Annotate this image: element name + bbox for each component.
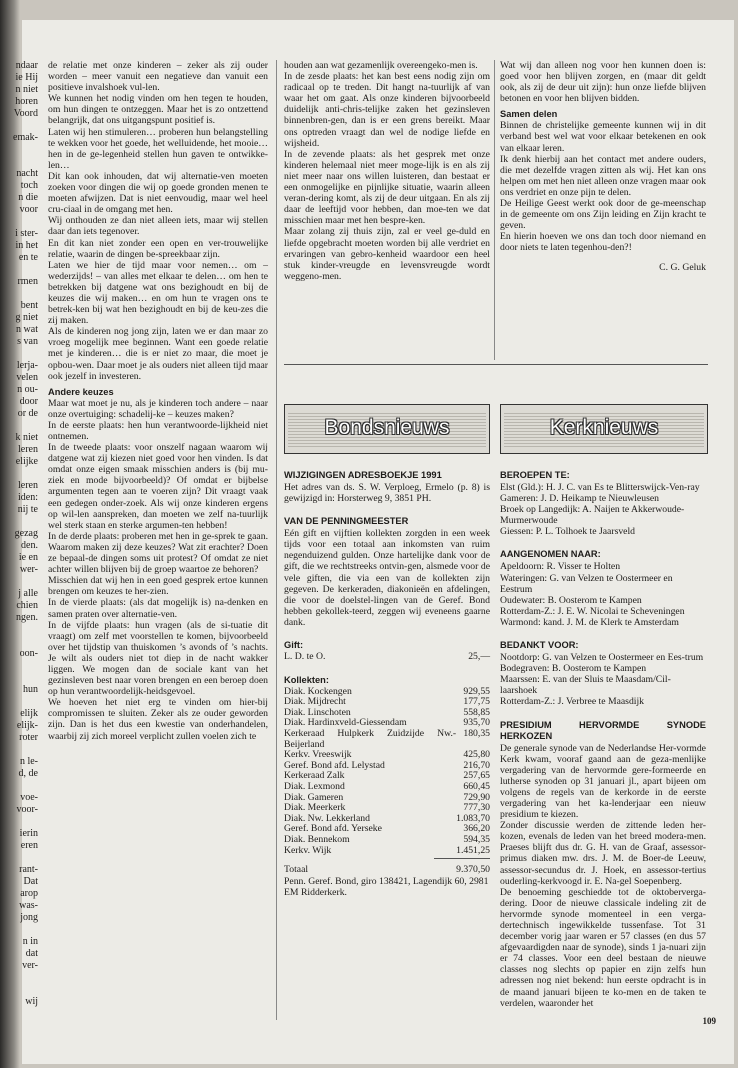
presidium-paragraph: De generale synode van de Nederlandse Her-vormde Kerk kwam, vooraf gaand aan de geza-menlijke vergadering van de hervormde gere-formeerde en lutherse synoden op 31 januari jl., apart bijeen om volgens de regels van de kerkorde in de eerste vergadering van het ka-lenderjaar een nieuw presidium te kiezen. (500, 742, 706, 821)
column-divider-1 (276, 60, 277, 1020)
paragraph: In de vijfde plaats: hun vragen (als de si-tuatie dit vraagt) om zelf met voorstellen te komen, bijvoorbeeld over het tijdstip van thuiskomen ’s avonds of ’s nachts. Je wilt als ouders niet tot diep in de nacht wakker liggen. We mogen dan de sociale kant van het gezinsleven best naar voren brengen en een beroep doen op hun verantwoordelijk-heidsgevoel. (48, 619, 268, 698)
previous-page-fragment: n ou- (17, 384, 38, 395)
total-row (284, 865, 490, 876)
previous-page-fragment: elijk (20, 708, 38, 719)
paragraph: En dit kan niet zonder een open en ver-trouwelijke relatie, waarin de dingen be-spreekbaar zijn. (48, 237, 268, 260)
amount: 929,55 (463, 685, 490, 697)
paragraph: Wij onthouden ze dan niet alleen iets, maar wij stellen daar dan iets tegenover. (48, 215, 268, 238)
previous-page-fragment: ie en (18, 552, 38, 563)
previous-page-fragment: en te (18, 252, 38, 263)
kerknieuws-section (500, 464, 706, 1009)
previous-page-fragment: n wat (16, 324, 38, 335)
previous-page-fragment: toch (20, 180, 38, 191)
previous-page-fragment: den. (21, 540, 38, 551)
donor-name: Kerkv. Vreeswijk (284, 749, 352, 761)
kollekten-title: Kollekten: (284, 674, 329, 685)
paragraph: In de zevende plaats: als het gesprek met onze kinderen helemaal niet meer moge-lijk is en als zij niet meer naar ons willen luisteren, dan bestaat er een onmogelijke en pijnlijke situatie, waarin alleen veran-dering komt, als zij de deur uitgaan. En als zij daar de leeftijd voor hebben, dan moe-ten we dat misschien maar met hen bespre-ken. (284, 148, 490, 227)
section-heading: Andere keuzes (48, 386, 114, 397)
previous-page-fragment: hun (23, 684, 38, 695)
article-column-3 (500, 60, 706, 273)
previous-page-fragment: ierin (19, 828, 38, 839)
adres-title: WIJZIGINGEN ADRESBOEKJE 1991 (284, 470, 442, 480)
previous-page-fragment: voor (19, 204, 38, 215)
amount: 1.451,25 (456, 844, 490, 856)
previous-page-fragment: voe- (20, 792, 38, 803)
total-label: Totaal (284, 864, 309, 876)
previous-page-fragment: oon- (19, 648, 38, 659)
previous-page-fragment: wer- (19, 564, 38, 575)
paragraph: Misschien dat wij hen in een goed gesprek ertoe kunnen brengen om keuzes te her-zien. (48, 575, 268, 598)
kerknieuws-entry: Giessen: P. L. Tolhoek te Jaarsveld (500, 526, 636, 538)
kerknieuws-entry: Apeldoorn: R. Visser te Holten (500, 561, 621, 573)
previous-page-fragment: ver- (22, 960, 38, 971)
paragraph: Binnen de christelijke gemeente kunnen wij in dit verband best wel wat voor elkaar betekenen en ook van elkaar leren. (500, 120, 706, 154)
previous-page-fragment: gezag (14, 528, 38, 539)
amount: 935,70 (463, 717, 490, 729)
adres-text: Het adres van ds. S. W. Verploeg, Ermelo (p. 8) is gewijzigd in: Horsterweg 9, 3851 PH. (284, 482, 490, 505)
paragraph: de relatie met onze kinderen – zeker als zij ouder worden – meer vanuit een negatieve dan vanuit een positieve invalshoek vul-len. (48, 60, 268, 94)
paragraph: In de derde plaats: proberen met hen in ge-sprek te gaan. Waarom maken zij deze keuzes? Wat zit erachter? Doen ze bepaal-de dingen soms uit protest? Of omdat ze niet achter willen blijven bij de groep waartoe ze behoren? (48, 530, 268, 576)
gift-title: Gift: (284, 640, 304, 651)
paragraph: De Heilige Geest werkt ook door de ge-meenschap in de gemeente om ons Zijn leiding en Zijn kracht te geven. (500, 198, 706, 232)
previous-page-fragment: wij (25, 996, 38, 1007)
table-row (284, 652, 490, 663)
previous-page-fragment: ie Hij (15, 72, 38, 83)
donor-name: Kerkv. Wijk (284, 844, 332, 856)
previous-page-fragment: was- (19, 900, 38, 911)
bondsnieuws-section (284, 464, 490, 898)
previous-page-fragment: nij te (17, 504, 38, 515)
table-row (284, 729, 490, 750)
previous-page-fragment: n die (18, 192, 38, 203)
kerknieuws-subheading: BEDANKT VOOR: (500, 640, 579, 651)
page-number: 109 (702, 1016, 716, 1026)
previous-page-fragment: g niet (15, 312, 38, 323)
amount: 1.083,70 (456, 812, 490, 824)
previous-page-fragment: horen (15, 96, 38, 107)
paragraph: We hoeven het niet erg te vinden om hier-bij compromissen te sluiten. Zeker als ze ouder geworden zijn. Dan is het dus een kwestie van onderhandelen, waarbij zij zich moreel verplicht zullen voelen zich te (48, 697, 268, 742)
donor-name: Geref. Bond afd. Lelystad (284, 759, 385, 771)
kerknieuws-entry: Warmond: kand. J. M. de Klerk te Amsterdam (500, 616, 679, 628)
previous-page-fragment: elijke (15, 456, 38, 467)
previous-page-fragment: n niet (15, 84, 38, 95)
previous-page-fragment: arop (20, 888, 38, 899)
previous-page-fragment: ngen. (16, 612, 38, 623)
donor-name: Diak. Hardinxveld-Giessendam (284, 717, 407, 729)
paragraph: Laten we hier de tijd maar voor nemen… om – wederzijds! – van alles met elkaar te delen… om hen te betrekken bij datgene wat ons bezighoudt en bij de keuzes die wij maken… en om hun te vragen ons te betrek-ken bij wat hen bezighoudt en bij de keu-zes die zij maken. (48, 259, 268, 327)
donor-name: Diak. Kockengen (284, 685, 352, 697)
amount: 366,20 (463, 823, 490, 835)
kerknieuws-entry: Nootdorp: G. van Velzen te Oostermeer en Ees-trum (500, 652, 704, 664)
paragraph: houden aan wat gezamenlijk overeengeko-men is. (284, 60, 478, 71)
article-column-1 (48, 60, 268, 742)
bondsnieuws-banner (284, 404, 490, 454)
amount: 729,90 (463, 791, 490, 803)
previous-page-fragment: Voord (13, 108, 38, 119)
gift-table (284, 652, 490, 663)
previous-page-fragment: d, de (18, 768, 38, 779)
kerknieuws-entry: Rotterdam-Z.: J. Verbree te Maasdijk (500, 696, 645, 708)
previous-page-fragment: door (19, 396, 38, 407)
donor-name: Diak. Lexmond (284, 780, 345, 792)
previous-page-fragment: or de (17, 408, 38, 419)
donor-name: Diak. Linschoten (284, 706, 351, 718)
previous-page-fragment: n in (22, 936, 38, 947)
amount: 594,35 (463, 833, 490, 845)
paragraph: Maar wat moet je nu, als je kinderen toch andere – naar onze overtuiging: schadelij-ke – keuzes maken? (48, 397, 268, 420)
amount: 660,45 (463, 780, 490, 792)
kerknieuws-entry: Elst (Gld.): H. J. C. van Es te Blitterswijck-Ven-ray (500, 482, 700, 493)
section-heading: Samen delen (500, 109, 558, 120)
kerknieuws-entry: Rotterdam-Z.: J. E. W. Nicolai te Scheveningen (500, 605, 685, 617)
table-row (284, 782, 490, 793)
penning-footer: Penn. Geref. Bond, giro 138421, Lagendijk 60, 2981 EM Ridderkerk. (284, 875, 489, 898)
amount: 558,85 (463, 706, 490, 718)
paragraph: Laten wij hen stimuleren… proberen hun belangstelling te wekken voor het goede, het welluidende, het mooie… hen in de ge-legenheid stellen hun gaven te ontwikke-len… (48, 126, 268, 171)
presidium-paragraph: De benoeming geschiedde tot de oktoberverga-dering. Door de nieuwe classicale indeling zit de hervormde synode momenteel in een verga-dertechnisch ingewikkelde tussenfase. Tot 31 december vorig jaar waren er 57 classes (en dus 57 afgevaardigden naar de synode), sinds 1 ja-nuari zijn er 74 classes. Voor een deel bestaan de nieuwe classes nog slechts op papier en zijn zelfs hun adressen nog niet bekend: hun eerste opdracht is in de maand januari bijeen te ko-men en de taken te verdelen, waaronder het (500, 886, 706, 1009)
paragraph: In de zesde plaats: het kan best eens nodig zijn om radicaal op te treden. Dit hangt na-tuurlijk af van waar het om gaat. Als onze kinderen bijvoorbeeld duidelijk anti-chris-telijke zaken het gezinsleven binnenbren-gen, dan is er een grens bereikt. Maar ons optreden vraagt dan wel de nodige liefde en wijsheid. (284, 71, 490, 149)
previous-page-fragment: leren (18, 444, 38, 455)
previous-page-fragment: iden: (18, 492, 38, 503)
kerknieuws-entry: Oudewater: B. Oosterom te Kampen (500, 594, 642, 606)
kerknieuws-banner (500, 404, 708, 454)
previous-page-fragment: lerja- (16, 360, 38, 371)
article-column-2 (284, 60, 490, 282)
previous-page-fragment: elijk- (16, 720, 38, 731)
penning-text: Eén gift en vijftien kollekten zorgden in een week tijds voor een totaal aan inkomsten van ruim negenduizend gulden. Onze hartelijke dank voor de gift, die we rechtstreeks ontvin-gen, alsmede voor de vele giften, die via een van de kollekten zijn gegeven. De kerkeraden, diakonieën en afdelingen, die voor de doelstel-lingen van de Geref. Bond hebben gekollek-teerd, zeggen wij eveneens gaarne dank. (284, 528, 490, 628)
kerknieuws-heading: Kerknieuws (549, 416, 659, 439)
previous-page-fragment: emak- (13, 132, 38, 143)
paragraph: Dit kan ook inhouden, dat wij alternatie-ven moeten zoeken voor dingen die wij op goede gronden menen te moeten afwijzen. Dat is niet eenvoudig, maar wel heel cru-ciaal in de omgang met hen. (48, 170, 268, 216)
kerknieuws-entry: Broek op Langedijk: A. Naijen te Akkerwoude-Murmerwoude (500, 504, 685, 527)
bondsnieuws-heading: Bondsnieuws (324, 416, 450, 439)
previous-page-fragment: eren (20, 840, 38, 851)
kerknieuws-entry: Maarssen: E. van der Sluis te Maasdam/Cil-laarshoek (500, 674, 671, 697)
previous-page-fragment: velen (16, 372, 38, 383)
previous-page-fragment: j alle (18, 588, 38, 599)
amount: 177,75 (463, 696, 490, 708)
paragraph: We kunnen het nodig vinden om hen tegen te houden, om hun dingen te ontzeggen. Maar het is zo ontzettend belangrijk, dat ons uitgangspunt positief is. (48, 93, 268, 127)
previous-page-fragment: in het (15, 240, 38, 251)
paragraph: In de eerste plaats: hen hun verantwoorde-lijkheid niet ontnemen. (48, 419, 268, 442)
previous-page-fragment: nacht (16, 168, 38, 179)
previous-page-fragment: jong (20, 912, 38, 923)
previous-page-fragment: n le- (19, 756, 38, 767)
previous-page-fragment: bent (20, 300, 38, 311)
paragraph: Wat wij dan alleen nog voor hen kunnen doen is: goed voor hen blijven zorgen, en (maar dit geldt ook, als zij de deur uit zijn): hun onze liefde blijven betonen en voor hen blijven bidden. (500, 60, 706, 105)
donor-name: Diak. Mijdrecht (284, 696, 346, 708)
previous-page-fragment: s van (17, 336, 38, 347)
paragraph: In de tweede plaats: voor onszelf nagaan waarom wij datgene wat zij kiezen niet goed voor hen vinden. Is dat omdat onze eigen smaak misschien anders is (bij mu-ziek en mode bijvoorbeeld)? Of omdat er bijbelse argumenten tegen aan te voeren zijn? Dit vraagt vaak een gedegen onder-zoek. Als wij onze kinderen ergens op wil-len aanspreken, dan moeten we zelf na-tuurlijk wel sterk staan en sterke argumen-ten hebben! (48, 442, 268, 531)
previous-page-fragment: rant- (19, 864, 38, 875)
author-signature: C. G. Geluk (659, 261, 706, 273)
paragraph: En hierin hoeven we ons dan toch door niemand en door niets te laten tegenhou-den?! (500, 231, 706, 254)
kerknieuws-entry: Gameren: J. D. Heikamp te Nieuwleusen (500, 493, 659, 505)
previous-page-fragment: leren (18, 480, 38, 491)
kerknieuws-subheading: AANGENOMEN NAAR: (500, 549, 601, 560)
amount: 216,70 (463, 759, 490, 771)
previous-page-fragment: roter (19, 732, 38, 743)
previous-page-fragment: Dat (23, 876, 38, 887)
paragraph: Maar zolang zij thuis zijn, zal er veel ge-duld en liefde opgebracht moeten worden bij alle verdriet en ervaringen van gebro-kenheid waardoor een heel stuk kinder-vreugde en levensvreugde wordt weggeno-men. (284, 226, 490, 282)
kerknieuws-entry: Wateringen: G. van Velzen te Oostermeer en Eestrum (500, 572, 673, 595)
total-value: 9.370,50 (456, 864, 490, 876)
paragraph: Als de kinderen nog jong zijn, laten we er dan maar zo vroeg mogelijk mee beginnen. Want een goede relatie met je kinderen… die is er niet zo maar, die moet je opbou-wen. Daar moet je als ouders niet alleen tijd maar ook jezelf in investeren. (48, 326, 268, 382)
amount: 257,65 (463, 770, 490, 782)
donor-name: Kerkeraad Zalk (284, 770, 345, 782)
kerknieuws-subheading: BEROEPEN TE: (500, 470, 570, 480)
column-divider-2 (494, 60, 495, 360)
penning-title: VAN DE PENNINGMEESTER (284, 516, 409, 527)
donor-name: Geref. Bond afd. Yerseke (284, 823, 382, 835)
donor-name: Diak. Gameren (284, 791, 344, 803)
table-row (284, 846, 490, 857)
paragraph: In de vierde plaats: (als dat mogelijk is) na-denken en samen praten over alternatie-ven. (48, 597, 268, 620)
article-end-rule (284, 364, 708, 365)
previous-page-strip (13, 20, 38, 1064)
previous-page-fragment: rmen (17, 276, 38, 287)
presidium-title: PRESIDIUM HERVORMDE SYNODE HERKOZEN (500, 719, 706, 741)
donor-name: Diak. Nw. Lekkerland (284, 812, 370, 824)
previous-page-fragment: dat (25, 948, 38, 959)
previous-page-fragment: chien (16, 600, 38, 611)
previous-page-fragment: k niet (15, 432, 38, 443)
presidium-paragraph: Zonder discussie werden de zittende leden her-kozen, evenals de leden van het breed modera-men. Praeses blijft dus dr. G. H. van de Graaf, assessor-primus diaken mw. drs. J. M. de Boer-de Leeuw, assessor-secundus dr. J. Hoek, en assessor-tertius ouderling-kerkvoogd ir. E. Na-gel Soepenberg. (500, 820, 706, 887)
table-row (284, 835, 490, 846)
donor-name: Diak. Bennekom (284, 833, 350, 845)
amount: 777,30 (463, 802, 490, 814)
previous-page-fragment: ndaar (15, 60, 38, 71)
amount: 425,80 (463, 749, 490, 761)
donor-name: L. D. te O. (284, 651, 326, 663)
kerknieuws-entry: Bodegraven: B. Oosterom te Kampen (500, 663, 647, 675)
kollekten-table (284, 687, 490, 857)
total-rule (434, 858, 490, 859)
donor-name: Diak. Meerkerk (284, 802, 346, 814)
previous-page-fragment: i ster- (15, 228, 38, 239)
previous-page-fragment: voor- (16, 804, 38, 815)
amount: 180,35 (463, 728, 490, 739)
amount: 25,— (468, 651, 490, 663)
donor-name: Kerkeraad Hulpkerk Zuidzijde Nw.-Beijerland (284, 728, 457, 750)
paragraph: Ik denk hierbij aan het contact met andere ouders, die met dezelfde vragen zitten als wij. Het kan ons helpen om met hen niet alleen onze vragen maar ook ons verdriet en onze pijn te delen. (500, 153, 706, 198)
